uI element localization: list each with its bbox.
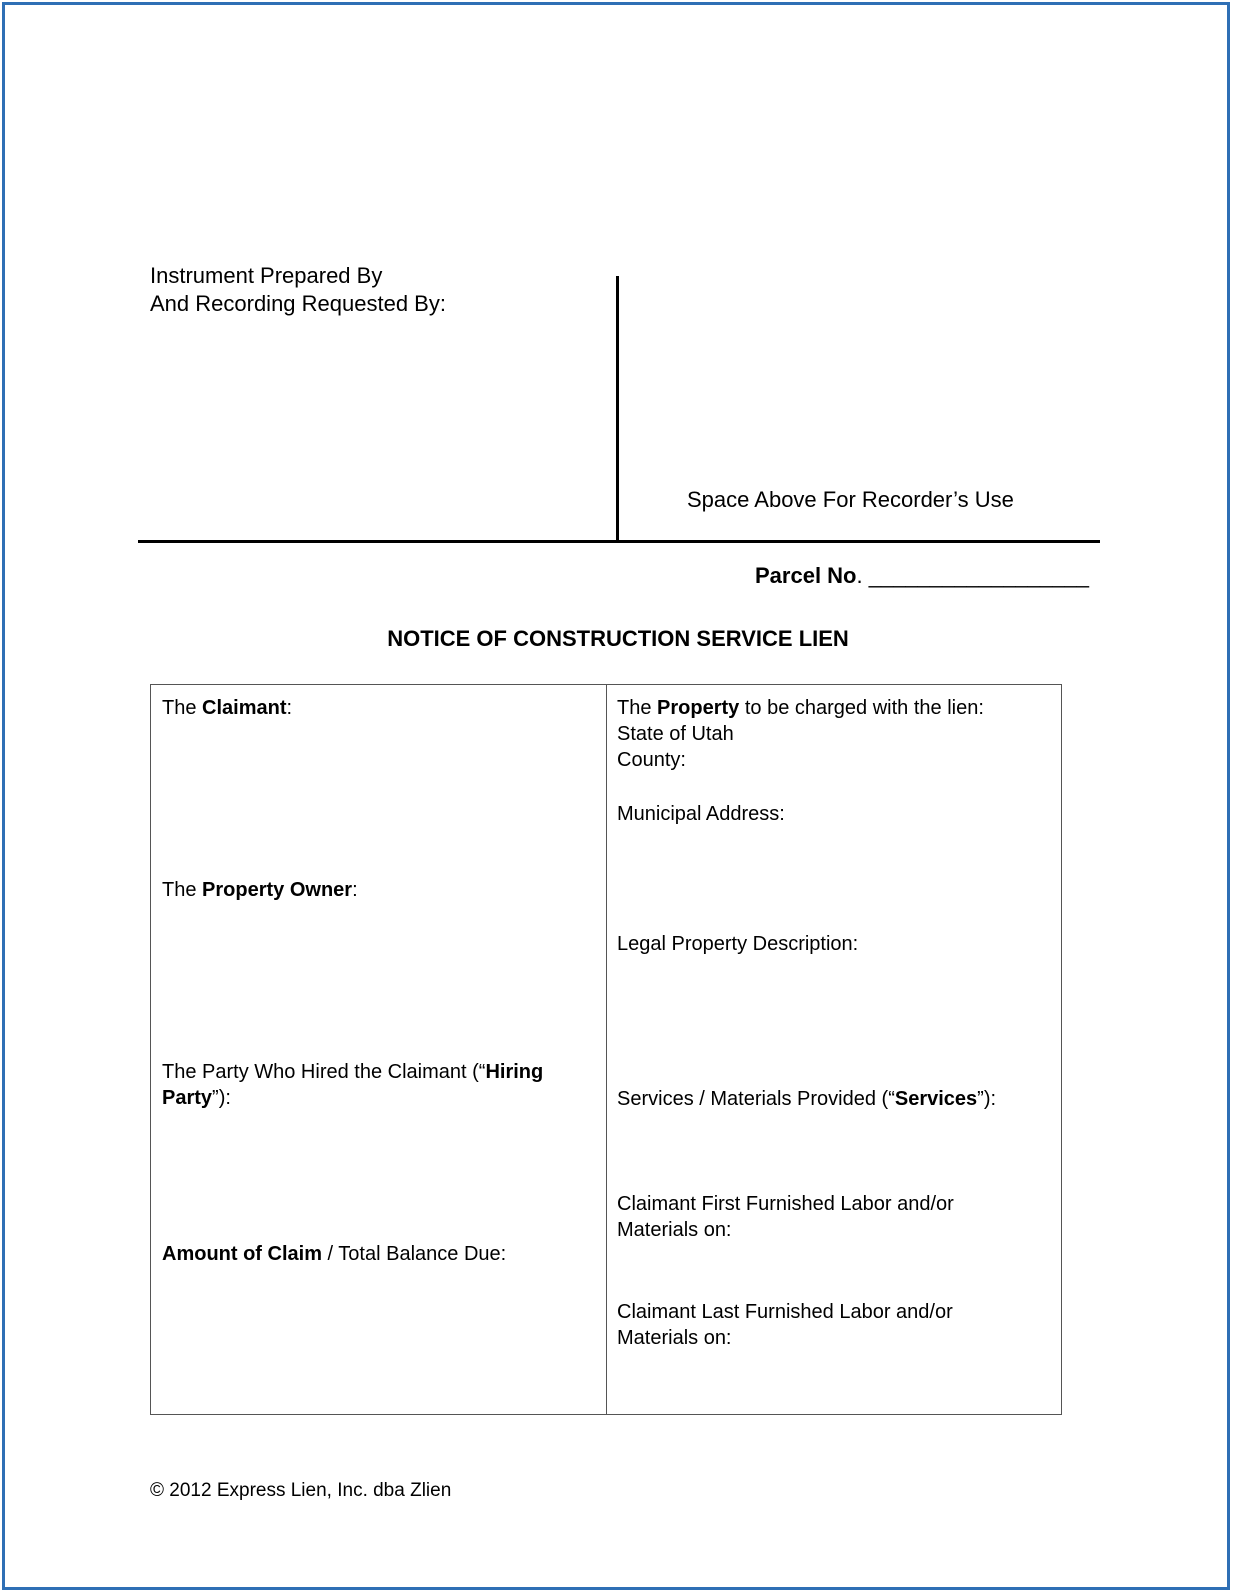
services-prefix: Services / Materials Provided (“ [617,1088,895,1110]
first-furnished-line2: Materials on: [617,1219,732,1241]
document-title: NOTICE OF CONSTRUCTION SERVICE LIEN [387,626,849,651]
last-furnished-line1: Claimant Last Furnished Labor and/or [617,1301,953,1323]
amount-suffix: / Total Balance Due: [322,1243,507,1265]
parcel-blank[interactable]: . __________________ [856,563,1089,588]
recorder-divider-horizontal [138,540,1100,543]
amount-of-claim-field[interactable] [162,1241,506,1267]
municipal-address-field[interactable]: Municipal Address: [617,803,785,825]
amount-label: Amount of Claim [162,1243,322,1265]
property-suffix: to be charged with the lien: [739,697,984,719]
claimant-label: Claimant [202,697,287,719]
prepared-by-line2: And Recording Requested By: [150,291,446,316]
copyright-footer: © 2012 Express Lien, Inc. dba Zlien [150,1480,452,1501]
property-state: State of Utah [617,723,734,745]
first-furnished-line1: Claimant First Furnished Labor and/or [617,1193,954,1215]
owner-prefix: The [162,879,203,901]
legal-description-field[interactable]: Legal Property Description: [617,933,859,955]
parcel-number [755,563,1089,589]
claimant-field[interactable] [162,695,292,721]
owner-label: Property Owner [202,879,353,901]
recorder-divider-vertical [616,276,619,542]
property-prefix: The [617,697,658,719]
property-field[interactable] [617,695,984,773]
services-field[interactable] [617,1086,996,1112]
hiring-suffix: ”): [212,1087,231,1109]
hiring-party-field[interactable] [162,1059,543,1111]
prepared-by-line1: Instrument Prepared By [150,263,383,288]
owner-suffix: : [352,879,358,901]
services-suffix: ”): [977,1088,997,1110]
last-furnished-line2: Materials on: [617,1327,732,1349]
parcel-label: Parcel No [755,563,857,588]
hiring-label-2: Party [162,1087,213,1109]
property-county: County: [617,749,686,771]
property-label: Property [657,697,740,719]
claimant-suffix: : [286,697,293,719]
lien-details-table [150,684,1062,1415]
first-furnished-field[interactable] [617,1191,954,1243]
property-owner-field[interactable] [162,877,358,903]
recorder-space-label: Space Above For Recorder’s Use [687,487,1014,512]
hiring-label-1: Hiring [485,1061,544,1083]
hiring-prefix: The Party Who Hired the Claimant (“ [162,1061,486,1083]
services-label: Services [894,1088,978,1110]
last-furnished-field[interactable] [617,1299,953,1351]
claimant-prefix: The [162,697,203,719]
table-column-divider [606,685,607,1414]
